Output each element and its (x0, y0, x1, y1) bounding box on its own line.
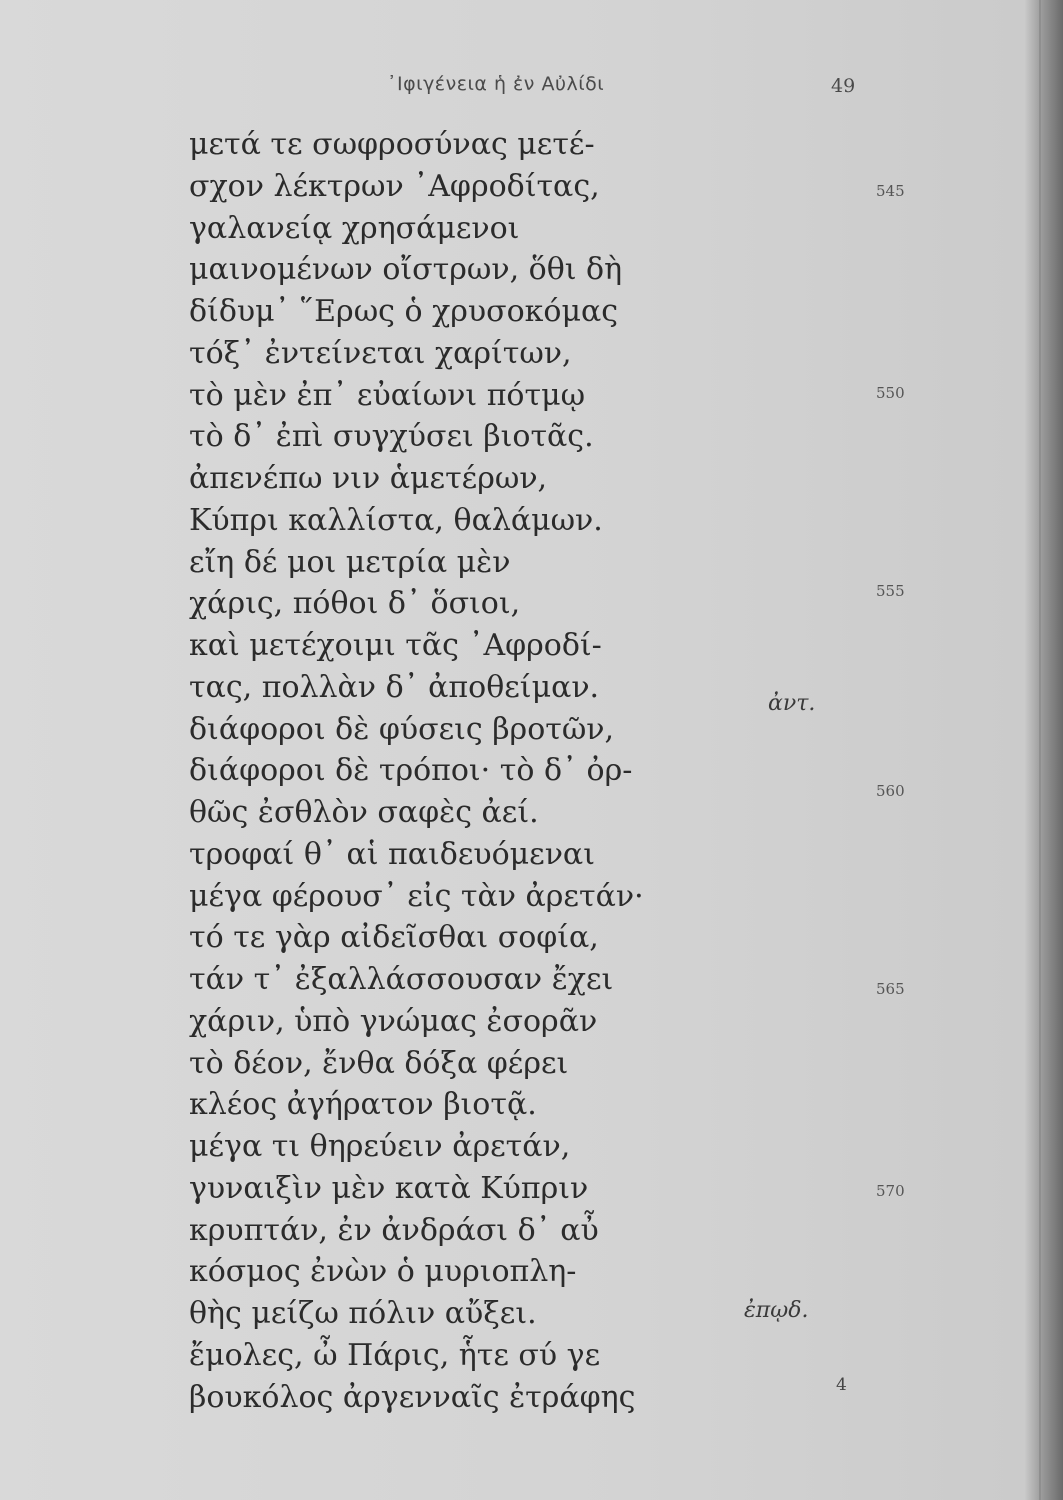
verse-line: τροφαί θ᾿ αἱ παιδευόμεναι (189, 837, 595, 872)
verse-line: τὸ δ᾿ ἐπὶ συγχύσει βιοτᾶς. (189, 419, 594, 454)
verse-line: διάφοροι δὲ φύσεις βροτῶν, (189, 712, 615, 747)
verse-line: τας, πολλὰν δ᾿ ἀποθείμαν. (189, 670, 600, 705)
verse-line: χάρις, πόθοι δ᾿ ὅσιοι, (189, 586, 521, 621)
verse-line: μετά τε σωφροσύνας μετέ- (189, 127, 595, 162)
verse-line: μέγα τι θηρεύειν ἀρετάν, (189, 1129, 571, 1164)
antistrophe-marker: ἀντ. (768, 691, 816, 716)
verse-line: διάφοροι δὲ τρόποι· τὸ δ᾿ ὀρ- (189, 753, 633, 788)
verse-line: καὶ μετέχοιμι τᾶς ᾿Αφροδί- (189, 628, 602, 663)
verse-line: κόσμος ἐνὼν ὁ μυριοπλη- (189, 1254, 577, 1289)
verse-line: Κύπρι καλλίστα, θαλάμων. (189, 503, 603, 538)
verse-line: γυναιξὶν μὲν κατὰ Κύπριν (189, 1171, 589, 1206)
verse-line: τάν τ᾿ ἐξαλλάσσουσαν ἔχει (189, 962, 614, 997)
verse-line: θῶς ἐσθλὸν σαφὲς ἀεί. (189, 795, 539, 830)
line-number: 550 (876, 384, 905, 402)
line-number: 555 (876, 582, 905, 600)
verse-line: τὸ μὲν ἐπ᾿ εὐαίωνι πότμῳ (189, 378, 586, 413)
line-number: 570 (876, 1182, 905, 1200)
verse-line: ἀπενέπω νιν ἁμετέρων, (189, 461, 548, 496)
signature-mark: 4 (836, 1375, 847, 1395)
verse-line: χάριν, ὑπὸ γνώμας ἐσορᾶν (189, 1004, 598, 1039)
verse-line: κλέος ἀγήρατον βιοτᾷ. (189, 1087, 537, 1122)
verse-line: γαλανείᾳ χρησάμενοι (189, 211, 520, 246)
verse-line: θὴς μείζω πόλιν αὔξει. (189, 1296, 537, 1331)
verse-line: μαινομένων οἴστρων, ὅθι δὴ (189, 252, 623, 287)
verse-line: σχον λέκτρων ᾿Αφροδίτας, (189, 169, 600, 204)
page-number: 49 (831, 75, 856, 97)
verse-line: δίδυμ᾿ ῞Ερως ὁ χρυσοκόμας (189, 294, 619, 329)
epode-marker: ἐπῳδ. (744, 1298, 809, 1323)
verse-line: τόξ᾿ ἐντείνεται χαρίτων, (189, 336, 572, 371)
line-number: 560 (876, 782, 905, 800)
running-title: ᾿Ιφιγένεια ἡ ἐν Αὐλίδι (387, 73, 605, 95)
line-number: 565 (876, 980, 905, 998)
verse-line: μέγα φέρουσ᾿ εἰς τὰν ἀρετάν· (189, 879, 644, 914)
line-number: 545 (876, 182, 905, 200)
verse-line: εἴη δέ μοι μετρία μὲν (189, 545, 511, 580)
verse-line: τό τε γὰρ αἰδεῖσθαι σοφία, (189, 920, 599, 955)
verse-line: κρυπτάν, ἐν ἀνδράσι δ᾿ αὖ (189, 1213, 599, 1248)
verse-line: τὸ δέον, ἔνθα δόξα φέρει (189, 1046, 569, 1081)
verse-line: βουκόλος ἀργενναῖς ἐτράφης (189, 1380, 636, 1415)
page-edge-shadow (1025, 0, 1063, 1500)
verse-line: ἔμολες, ὦ Πάρις, ἧτε σύ γε (189, 1338, 601, 1373)
